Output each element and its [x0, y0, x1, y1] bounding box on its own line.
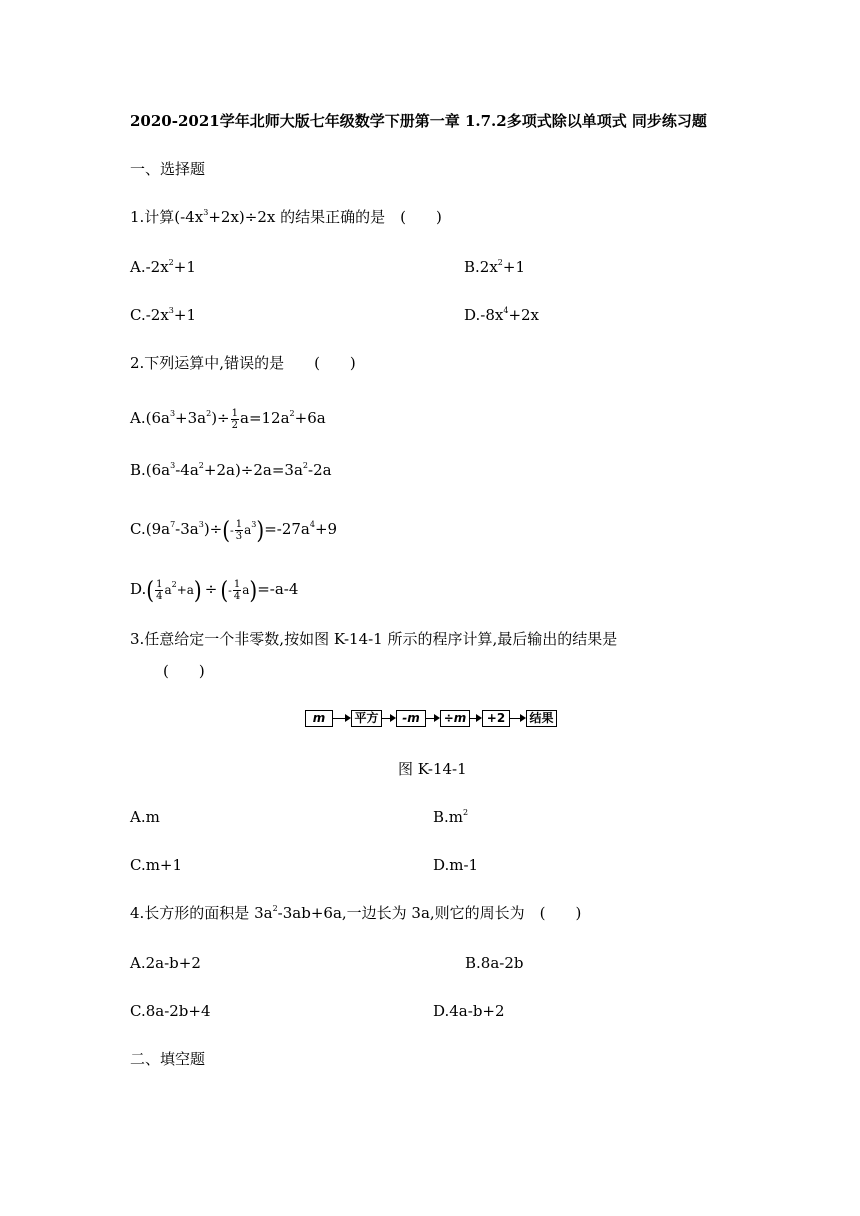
q2-d-exp: 2: [171, 580, 177, 589]
flow-box-minus-m: -m: [396, 710, 426, 727]
q2-b-text: B.(6a: [130, 461, 171, 479]
q3-option-a: A.m: [130, 808, 160, 826]
question-1-stem: [130, 207, 442, 227]
q1-option-c: [130, 305, 196, 325]
q1-a-pre: A.-2x: [130, 258, 169, 276]
q2-d-text: a: [164, 583, 172, 597]
q1-c-exp: 3: [168, 306, 174, 315]
q2-b-text: -2a: [308, 461, 332, 479]
question-2-stem: 2.下列运算中,错误的是 ( ): [130, 354, 356, 372]
fraction-denominator: 4: [156, 590, 163, 602]
q2-b-exp: 2: [302, 461, 309, 470]
q4-option-c: C.8a-2b+4: [130, 1002, 211, 1020]
q1-option-d: [464, 305, 539, 325]
q2-a-exp: 2: [206, 409, 212, 418]
q2-c-text: +9: [314, 520, 338, 538]
fraction-denominator: 4: [233, 590, 241, 602]
q2-b-exp: 2: [198, 461, 204, 470]
figure-caption: 图 K-14-1: [398, 760, 467, 778]
question-3-blank: ( ): [163, 662, 205, 680]
q2-b-exp: 3: [170, 461, 176, 470]
q2-c-text: )÷: [203, 520, 223, 538]
flow-box-square: 平方: [351, 710, 382, 727]
q4-option-a: A.2a-b+2: [130, 954, 201, 972]
q2-d-text: -: [228, 584, 232, 597]
q2-d-text: ÷: [204, 580, 218, 598]
q1-d-exp: 4: [503, 306, 509, 315]
right-paren: ): [256, 515, 265, 545]
q2-c-fraction: [235, 519, 243, 542]
q4-stem-pre: 4.长方形的面积是 3a: [130, 904, 273, 922]
q2-d-text: a: [242, 583, 250, 597]
q2-c-exp: 3: [198, 520, 204, 529]
left-paren: (: [222, 515, 231, 545]
q1-option-a: [130, 257, 196, 277]
q1-stem-exp: 3: [203, 208, 209, 217]
q2-d-text: =-a-4: [257, 580, 299, 598]
left-paren: (: [146, 575, 155, 605]
q1-c-pre: C.-2x: [130, 306, 169, 324]
q1-option-b: [464, 257, 525, 277]
q1-d-pre: D.-8x: [464, 306, 504, 324]
q1-stem-post: +2x)÷2x 的结果正确的是 ( ): [208, 208, 442, 226]
q2-c-text: a: [244, 523, 252, 537]
flow-box-divide-m: ÷m: [440, 710, 470, 727]
question-3-stem: 3.任意给定一个非零数,按如图 K-14-1 所示的程序计算,最后输出的结果是: [130, 630, 618, 648]
q3-option-c: C.m+1: [130, 856, 183, 874]
flow-arrow: [333, 718, 349, 719]
fraction-numerator: 1: [156, 578, 163, 590]
q1-c-post: +1: [173, 306, 197, 324]
q1-b-post: +1: [502, 258, 526, 276]
q2-c-exp: 4: [309, 520, 315, 529]
q2-a-text: )÷: [211, 409, 230, 427]
q1-a-post: +1: [173, 258, 196, 276]
q3-option-d: D.m-1: [433, 856, 479, 874]
q2-b-text: -4a: [175, 461, 199, 479]
document-title: 2020-2021学年北师大版七年级数学下册第一章 1.7.2多项式除以单项式 同步练习题: [130, 112, 707, 130]
q3-b-exp: 2: [463, 808, 469, 817]
q4-stem-post: -3ab+6a,一边长为 3a,则它的周长为 ( ): [277, 904, 582, 922]
flow-diagram: [305, 710, 557, 728]
flow-box-plus-2: +2: [482, 710, 510, 727]
q2-a-text: A.(6a: [130, 409, 170, 427]
q1-b-pre: B.2x: [464, 258, 498, 276]
q3-option-b: [433, 807, 468, 827]
q4-option-d: D.4a-b+2: [433, 1002, 505, 1020]
q2-c-exp: 3: [251, 520, 257, 529]
q3-b-pre: B.m: [433, 808, 464, 826]
q2-option-d: [130, 575, 298, 605]
q2-option-c: [130, 515, 337, 545]
section-heading-choice: 一、选择题: [130, 160, 206, 178]
flow-arrow: [426, 718, 438, 719]
q2-c-exp: 7: [170, 520, 176, 529]
fraction-numerator: 1: [233, 578, 241, 590]
q1-b-exp: 2: [497, 258, 503, 267]
left-paren: (: [220, 575, 229, 605]
flow-arrow: [510, 718, 524, 719]
q2-a-text: +6a: [294, 409, 326, 427]
q1-a-exp: 2: [168, 258, 174, 267]
q2-d-text: +a: [176, 583, 194, 597]
flow-arrow: [382, 718, 394, 719]
q2-option-b: [130, 460, 332, 480]
q2-a-exp: 2: [289, 409, 295, 418]
flow-arrow: [470, 718, 480, 719]
q2-d-text: D.: [130, 580, 147, 598]
q2-a-fraction: [231, 408, 239, 431]
right-paren: ): [249, 575, 258, 605]
q2-c-text: -3a: [175, 520, 199, 538]
fraction-numerator: 1: [231, 407, 238, 419]
q2-a-exp: 3: [169, 409, 176, 418]
q1-d-post: +2x: [508, 306, 540, 324]
q2-b-text: +2a)÷2a=3a: [203, 461, 303, 479]
q2-c-text: =-27a: [264, 520, 310, 538]
q2-a-text: a=12a: [240, 409, 290, 427]
flow-box-result: 结果: [526, 710, 557, 727]
fraction-denominator: 3: [235, 530, 243, 542]
flow-box-m: m: [305, 710, 333, 727]
q2-d-fraction: [155, 579, 163, 602]
q2-option-a: [130, 405, 326, 431]
q4-stem-exp: 2: [272, 904, 278, 913]
q2-a-text: +3a: [175, 409, 207, 427]
q1-stem-pre: 1.计算(-4x: [130, 208, 204, 226]
q2-d-fraction: [233, 579, 241, 602]
section-heading-fill: 二、填空题: [130, 1050, 206, 1068]
q4-option-b: B.8a-2b: [465, 954, 524, 972]
fraction-numerator: 1: [235, 518, 243, 530]
q2-c-text: C.(9a: [130, 520, 171, 538]
question-4-stem: [130, 903, 581, 923]
q2-c-text: -: [230, 524, 234, 537]
fraction-denominator: 2: [231, 419, 238, 431]
right-paren: ): [193, 575, 202, 605]
